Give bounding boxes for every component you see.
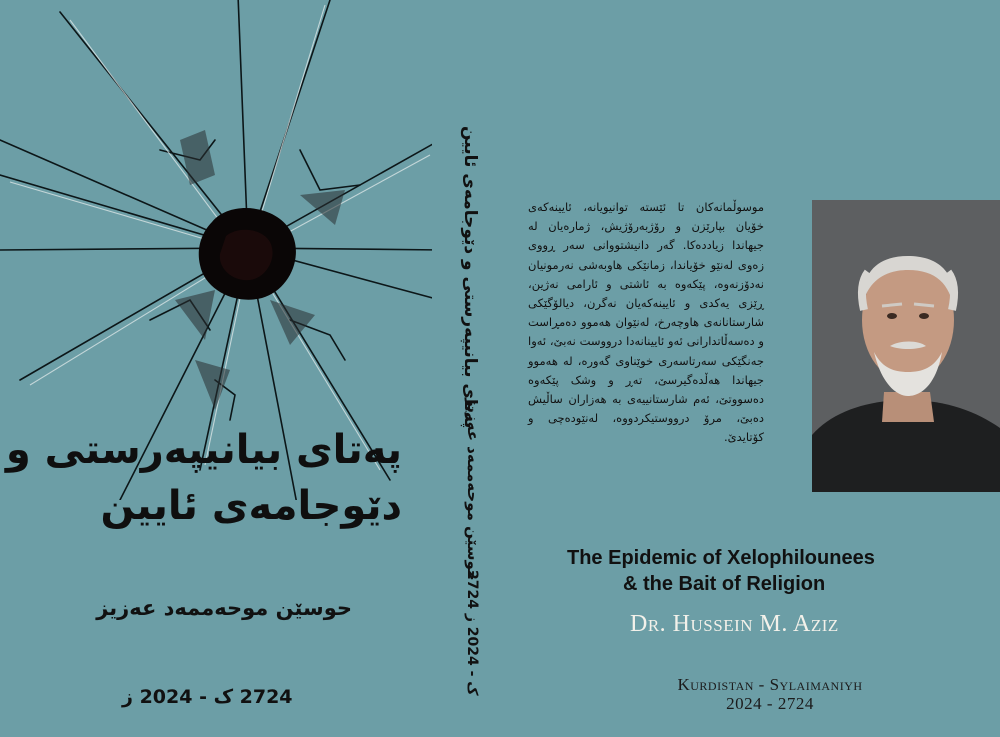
publication-years: 2024 - 2724 (726, 694, 814, 713)
front-title-line-1: پەتای بیانیپەرستی و (5, 427, 402, 473)
back-blurb: موسوڵمانەکان تا ئێستە توانیویانە، ئایینەکەی خۆیان بپارێزن و رۆژبەرۆژیش، ژمارەیان لە جیهاندا زیاددەکا. گەر دانیشتووانی سەر ڕووی زەوی لەنێو خۆیاندا، زمانێکی هاوبەشی نەرمونیان نەدۆزنەوە، پێکەوە بە ئاشتی و ئارامی نەژین، ڕێزی یەکدی و ئایینەکەیان نەگرن، دیالۆگێکی شارستانانەی هاوچەرخ، لەنێوان هەموو دەمڕاست و دەسەڵاتدارانی ئەو ئایینانەدا درووست نەبێ، ئەوا جەنگێکی سەرتاسەری خوێناوی گەورە، لە هەموو جیهاندا هەڵدەگیرسێ، تەڕ و وشک پێکەوە دەسووتێ، ئەم شارستانییەی بە هەزاران ساڵیش دەبێ، مرۆ درووستیکردووە، لەنێودەچی و کۆتایدێ. (528, 200, 764, 445)
spine-author: حوسێن موحەممەد عەزیز (464, 398, 482, 581)
author-portrait-image (812, 200, 1000, 492)
spine-title: پەتای بیانیپەرستی و دێوجامەی ئایین (460, 126, 480, 429)
shattered-glass-image (0, 0, 432, 500)
spine (432, 0, 510, 737)
front-author: حوسێن موحەممەد عەزیز (96, 596, 352, 620)
front-cover (0, 0, 432, 737)
english-title-line-2: & the Bait of Religion (623, 573, 826, 595)
front-title-line-2: دێوجامەی ئایین (100, 483, 402, 529)
english-title (510, 545, 930, 597)
publication-info (640, 675, 900, 713)
publication-place: Kurdistan - Sylaimaniyh (677, 675, 863, 694)
english-title-line-1: The Epidemic of Xelophilounees (567, 547, 875, 569)
front-date: 2724 ک - 2024 ز (122, 686, 293, 708)
back-cover (510, 0, 1000, 737)
author-photo (812, 200, 1000, 492)
english-author: Dr. Hussein M. Aziz (630, 611, 839, 637)
spine-date: 2724 ک - 2024 ز (464, 570, 480, 696)
